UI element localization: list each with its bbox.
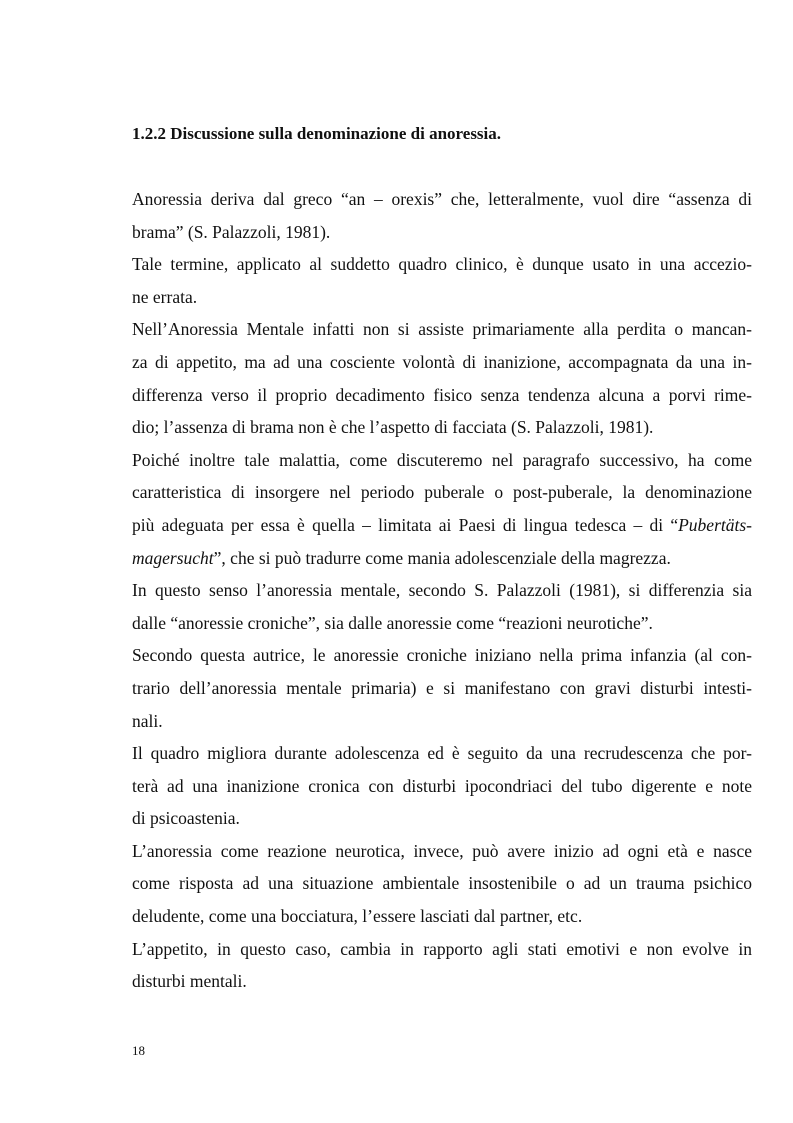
italic-term: Pubertäts- [678,514,752,535]
text-line: L’appetito, in questo caso, cambia in rapporto agli stati emotivi e non evolve in [132,938,752,959]
text-line: Anoressia deriva dal greco “an – orexis” che, letteralmente, vuol dire “assenza di [132,189,752,209]
text-segment: ”, che si può tradurre come mania adolescenziale della magrezza. [213,547,671,568]
text-line: Tale termine, applicato al suddetto quadro clinico, è dunque usato in una accezio- [132,254,752,275]
text-line: come risposta ad una situazione ambientale insostenibile o ad un trauma psichico [132,873,752,894]
text-line: terà ad una inanizione cronica con disturbi ipocondriaci del tubo digerente e note [132,775,752,796]
section-heading: 1.2.2 Discussione sulla denominazione di anoressia. [132,124,502,143]
text-line [132,542,752,575]
text-line: deludente, come una bocciatura, l’essere lasciati dal partner, etc. [132,906,583,927]
text-line: za di appetito, ma ad una cosciente volontà di inanizione, accompagnata da una in- [132,351,752,372]
text-line: caratteristica di insorgere nel periodo puberale o post-puberale, la denominazione [132,482,752,503]
text-line: Nell’Anoressia Mentale infatti non si assiste primariamente alla perdita o mancan- [132,319,752,340]
text-line: di psicoastenia. [132,808,240,829]
text-line: dalle “anoressie croniche”, sia dalle anoressie come “reazioni neurotiche”. [132,612,653,633]
text-line: Poiché inoltre tale malattia, come discuteremo nel paragrafo successivo, ha come [132,449,752,470]
text-line: disturbi mentali. [132,971,247,992]
text-line: ne errata. [132,286,198,307]
text-line: differenza verso il proprio decadimento fisico senza tendenza alcuna a porvi rime- [132,384,752,405]
body-text [132,183,752,998]
text-segment: più adeguata per essa è quella – limitata ai Paesi di lingua tedesca – di “ [132,514,679,535]
text-line [132,509,752,542]
text-line: L’anoressia come reazione neurotica, invece, può avere inizio ad ogni età e nasce [132,840,752,861]
text-line: In questo senso l’anoressia mentale, secondo S. Palazzoli (1981), si differenzia sia [132,580,752,601]
page-number: 18 [132,1043,145,1058]
text-line: dio; l’assenza di brama non è che l’aspetto di facciata (S. Palazzoli, 1981). [132,417,654,438]
text-line: brama” (S. Palazzoli, 1981). [132,221,331,242]
text-line: nali. [132,710,163,731]
text-line: Secondo questa autrice, le anoressie croniche iniziano nella prima infanzia (al con- [132,645,752,666]
italic-term: magersucht [132,547,214,568]
text-line: trario dell’anoressia mentale primaria) e si manifestano con gravi disturbi intesti- [132,677,752,698]
text-line: Il quadro migliora durante adolescenza ed è seguito da una recrudescenza che por- [132,743,752,764]
